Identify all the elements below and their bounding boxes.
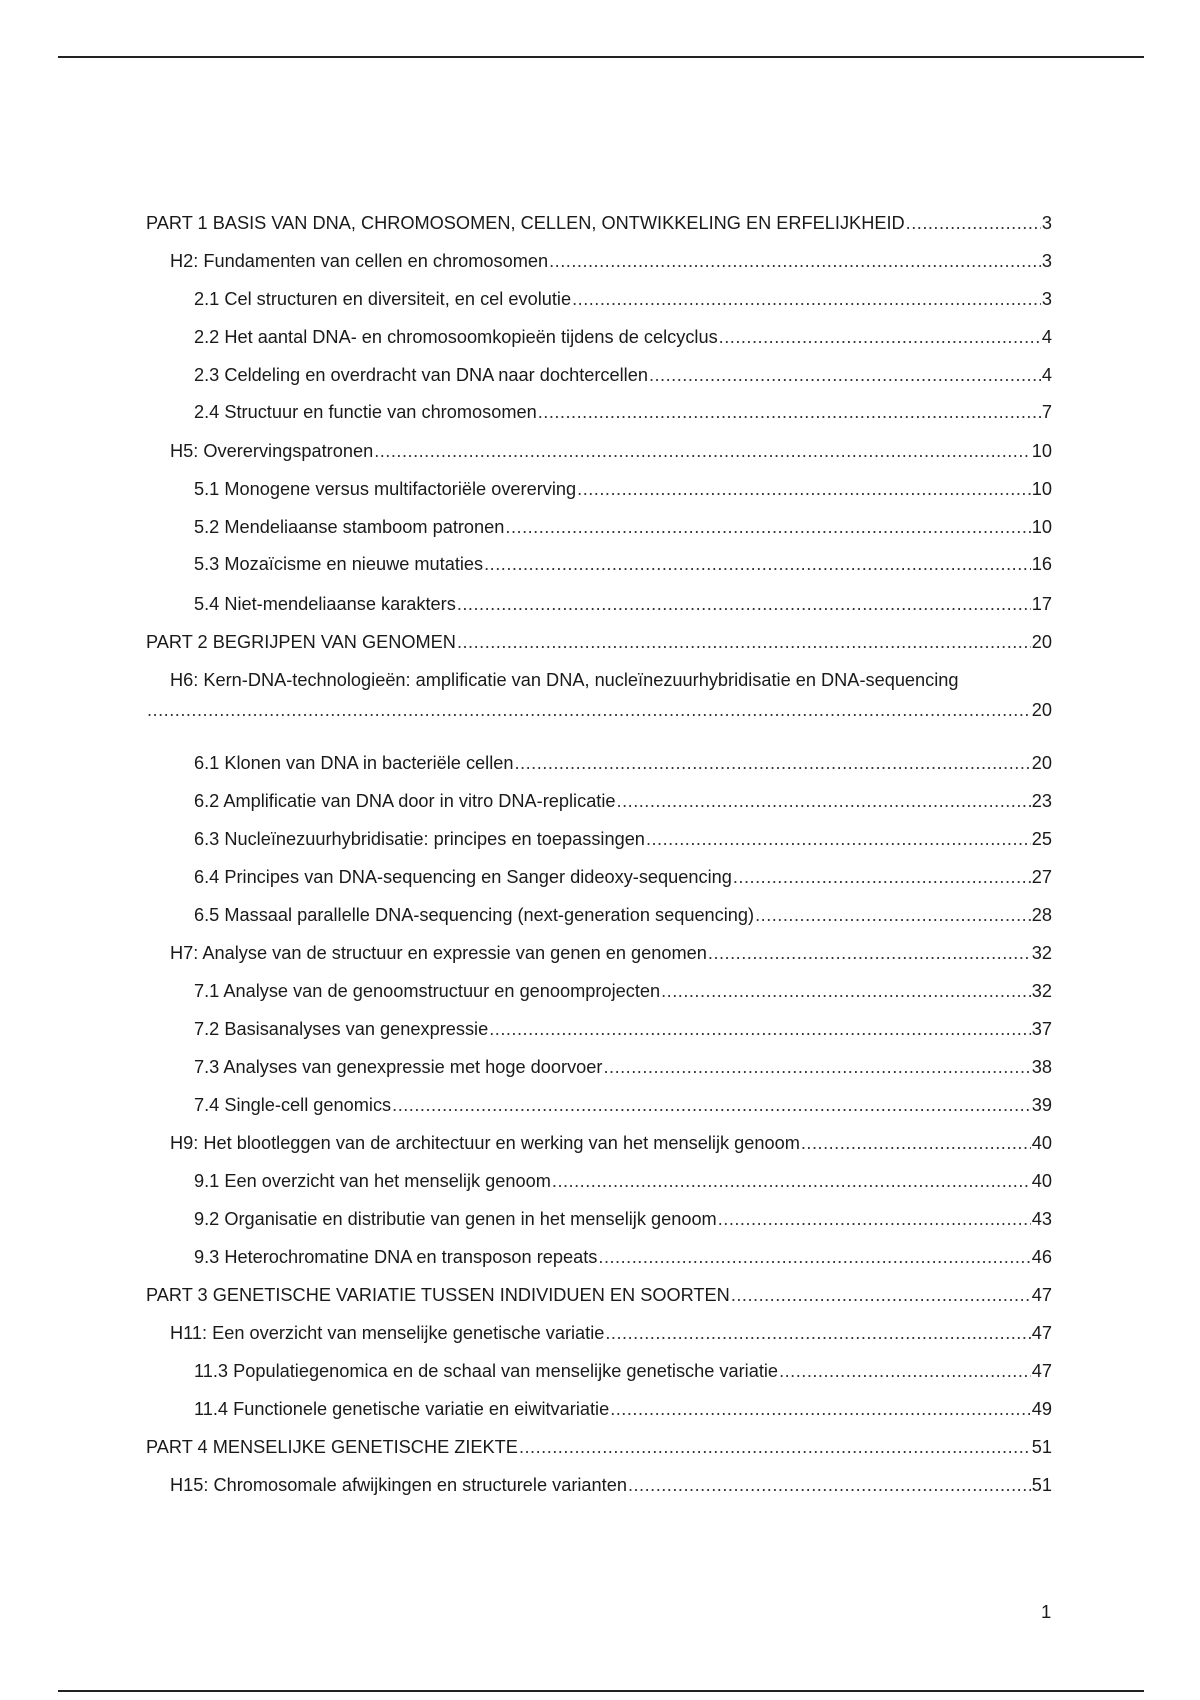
toc-entry-page: 3 <box>1041 213 1052 233</box>
toc-entry-page: 25 <box>1031 829 1052 849</box>
toc-entry[interactable] <box>146 476 1052 502</box>
toc-dot-leader <box>603 1054 1030 1080</box>
toc-dot-leader <box>538 399 1041 425</box>
toc-entry-label: 6.3 Nucleïnezuurhybridisatie: principes en toepassingen <box>194 829 645 849</box>
toc-entry-label: PART 1 BASIS VAN DNA, CHROMOSOMEN, CELLEN, ONTWIKKELING EN ERFELIJKHEID <box>146 213 905 233</box>
toc-entry[interactable] <box>146 210 1052 236</box>
toc-entry[interactable] <box>146 667 1052 723</box>
toc-dot-leader <box>661 978 1031 1004</box>
toc-entry-page: 46 <box>1031 1247 1052 1267</box>
toc-entry-label: H15: Chromosomale afwijkingen en structurele varianten <box>170 1475 627 1495</box>
toc-entry-label: H9: Het blootleggen van de architectuur en werking van het menselijk genoom <box>170 1133 800 1153</box>
toc-dot-leader <box>549 248 1041 274</box>
toc-entry[interactable] <box>146 591 1052 617</box>
toc-entry-page: 51 <box>1031 1437 1052 1457</box>
toc-entry-page: 10 <box>1031 441 1052 461</box>
toc-dot-leader <box>572 286 1041 312</box>
toc-dot-leader <box>719 324 1041 350</box>
toc-dot-leader <box>577 476 1031 502</box>
toc-dot-leader <box>515 750 1031 776</box>
toc-dot-leader <box>392 1092 1031 1118</box>
toc-dot-leader <box>489 1016 1031 1042</box>
toc-entry[interactable] <box>146 1320 1052 1346</box>
toc-entry-label: 9.2 Organisatie en distributie van genen in het menselijk genoom <box>194 1209 717 1229</box>
toc-entry-label: 6.4 Principes van DNA-sequencing en Sanger dideoxy-sequencing <box>194 867 732 887</box>
toc-entry[interactable] <box>146 1054 1052 1080</box>
toc-entry-label: PART 4 MENSELIJKE GENETISCHE ZIEKTE <box>146 1437 518 1457</box>
toc-entry[interactable] <box>146 1282 1052 1308</box>
toc-entry[interactable] <box>146 551 1052 577</box>
toc-entry-label: 5.2 Mendeliaanse stamboom patronen <box>194 517 505 537</box>
toc-entry-label: 9.1 Een overzicht van het menselijk genoom <box>194 1171 551 1191</box>
toc-dot-leader <box>906 210 1041 236</box>
toc-entry-label: 2.4 Structuur en functie van chromosomen <box>194 402 537 422</box>
toc-entry-page: 10 <box>1031 517 1052 537</box>
toc-entry-page: 17 <box>1031 594 1052 614</box>
toc-entry-page: 7 <box>1041 402 1052 422</box>
toc-dot-leader <box>718 1206 1031 1232</box>
toc-dot-leader <box>605 1320 1030 1346</box>
toc-entry[interactable] <box>146 362 1052 388</box>
toc-entry-page: 40 <box>1031 1171 1052 1191</box>
page-number: 1 <box>1041 1601 1052 1622</box>
toc-entry[interactable] <box>146 438 1052 464</box>
toc-entry[interactable] <box>146 1244 1052 1270</box>
toc-dot-leader <box>779 1358 1031 1384</box>
toc-entry[interactable] <box>146 514 1052 540</box>
toc-entry-page: 4 <box>1041 365 1052 385</box>
toc-entry-page: 3 <box>1041 289 1052 309</box>
toc-entry-page: 23 <box>1031 791 1052 811</box>
toc-entry[interactable] <box>146 940 1052 966</box>
toc-entry-label: H2: Fundamenten van cellen en chromosomen <box>170 251 549 271</box>
toc-entry-label: PART 2 BEGRIJPEN VAN GENOMEN <box>146 632 456 652</box>
toc-entry[interactable] <box>146 1434 1052 1460</box>
toc-entry[interactable] <box>146 1168 1052 1194</box>
toc-entry-page: 40 <box>1031 1133 1052 1153</box>
toc-entry[interactable] <box>146 750 1052 776</box>
toc-entry[interactable] <box>146 788 1052 814</box>
toc-entry-page: 20 <box>1031 700 1052 720</box>
toc-entry[interactable] <box>146 248 1052 274</box>
toc-entry-label: 9.3 Heterochromatine DNA en transposon repeats <box>194 1247 598 1267</box>
toc-entry[interactable] <box>146 826 1052 852</box>
toc-entry-page: 49 <box>1031 1399 1052 1419</box>
toc-entry[interactable] <box>146 864 1052 890</box>
toc-entry[interactable] <box>146 1016 1052 1042</box>
toc-entry-label: H5: Overervingspatronen <box>170 441 374 461</box>
toc-entry[interactable] <box>146 902 1052 928</box>
toc-entry-label: 5.1 Monogene versus multifactoriële overerving <box>194 479 577 499</box>
toc-dot-leader <box>733 864 1031 890</box>
toc-entry-label: 11.4 Functionele genetische variatie en eiwitvariatie <box>194 1399 610 1419</box>
toc-entry-page: 43 <box>1031 1209 1052 1229</box>
toc-dot-leader <box>731 1282 1031 1308</box>
toc-entry-label: H6: Kern-DNA-technologieën: amplificatie van DNA, nucleïnezuurhybridisatie en DNA-sequencing <box>170 670 959 690</box>
toc-dot-leader <box>598 1244 1030 1270</box>
toc-entry-page: 47 <box>1031 1323 1052 1343</box>
toc-dot-leader <box>519 1434 1031 1460</box>
toc-entry-label: 7.2 Basisanalyses van genexpressie <box>194 1019 489 1039</box>
toc-dot-leader <box>617 788 1031 814</box>
toc-entry-page: 47 <box>1031 1361 1052 1381</box>
toc-dot-leader <box>374 438 1031 464</box>
toc-entry-label: 2.2 Het aantal DNA- en chromosoomkopieën tijdens de celcyclus <box>194 327 718 347</box>
toc-entry-page: 16 <box>1031 554 1052 574</box>
toc-entry-label: 7.4 Single-cell genomics <box>194 1095 392 1115</box>
toc-dot-leader <box>628 1472 1031 1498</box>
toc-entry[interactable] <box>146 629 1052 655</box>
toc-entry[interactable] <box>146 1396 1052 1422</box>
toc-entry-page: 20 <box>1031 632 1052 652</box>
toc-entry-page: 20 <box>1031 753 1052 773</box>
toc-entry-label: 5.4 Niet-mendeliaanse karakters <box>194 594 456 614</box>
toc-entry-label: H11: Een overzicht van menselijke genetische variatie <box>170 1323 605 1343</box>
toc-entry-label: H7: Analyse van de structuur en expressie van genen en genomen <box>170 943 707 963</box>
toc-dot-leader <box>649 362 1041 388</box>
toc-dot-leader <box>484 551 1031 577</box>
toc-dot-leader <box>708 940 1031 966</box>
toc-entry-page: 32 <box>1031 943 1052 963</box>
toc-entry-page: 37 <box>1031 1019 1052 1039</box>
toc-entry-page: 4 <box>1041 327 1052 347</box>
toc-dot-leader <box>505 514 1030 540</box>
toc-entry-label: PART 3 GENETISCHE VARIATIE TUSSEN INDIVIDUEN EN SOORTEN <box>146 1285 730 1305</box>
toc-entry-page: 10 <box>1031 479 1052 499</box>
toc-dot-leader <box>147 697 1031 723</box>
toc-entry-label: 2.1 Cel structuren en diversiteit, en cel evolutie <box>194 289 572 309</box>
toc-entry-page: 28 <box>1031 905 1052 925</box>
toc-entry[interactable] <box>146 324 1052 350</box>
toc-entry-label: 7.1 Analyse van de genoomstructuur en genoomprojecten <box>194 981 661 1001</box>
toc-entry-page: 39 <box>1031 1095 1052 1115</box>
header-rule <box>58 56 1144 58</box>
toc-entry-label: 6.5 Massaal parallelle DNA-sequencing (next-generation sequencing) <box>194 905 755 925</box>
toc-entry-page: 38 <box>1031 1057 1052 1077</box>
toc-entry-page: 27 <box>1031 867 1052 887</box>
toc-entry-page: 32 <box>1031 981 1052 1001</box>
toc-entry-label: 11.3 Populatiegenomica en de schaal van menselijke genetische variatie <box>194 1361 779 1381</box>
footer-rule <box>58 1690 1144 1692</box>
toc-dot-leader <box>457 629 1031 655</box>
toc-entry[interactable] <box>146 1092 1052 1118</box>
toc-entry[interactable] <box>146 1130 1052 1156</box>
toc-entry-page: 51 <box>1031 1475 1052 1495</box>
toc-entry-page: 47 <box>1031 1285 1052 1305</box>
toc-entry-label: 6.1 Klonen van DNA in bacteriële cellen <box>194 753 514 773</box>
toc-dot-leader <box>755 902 1031 928</box>
toc-dot-leader <box>457 591 1031 617</box>
toc-entry-label: 5.3 Mozaïcisme en nieuwe mutaties <box>194 554 484 574</box>
toc-entry[interactable] <box>146 1358 1052 1384</box>
toc-dot-leader <box>552 1168 1031 1194</box>
toc-entry-page: 3 <box>1041 251 1052 271</box>
toc-entry[interactable] <box>146 1206 1052 1232</box>
toc-entry[interactable] <box>146 1472 1052 1498</box>
toc-entry[interactable] <box>146 399 1052 425</box>
toc-entry[interactable] <box>146 286 1052 312</box>
toc-entry[interactable] <box>146 978 1052 1004</box>
toc-entry-label: 7.3 Analyses van genexpressie met hoge doorvoer <box>194 1057 603 1077</box>
toc-dot-leader <box>646 826 1031 852</box>
toc-dot-leader <box>801 1130 1031 1156</box>
toc-dot-leader <box>610 1396 1031 1422</box>
toc-entry-label: 6.2 Amplificatie van DNA door in vitro DNA-replicatie <box>194 791 616 811</box>
toc-entry-label: 2.3 Celdeling en overdracht van DNA naar dochtercellen <box>194 365 648 385</box>
